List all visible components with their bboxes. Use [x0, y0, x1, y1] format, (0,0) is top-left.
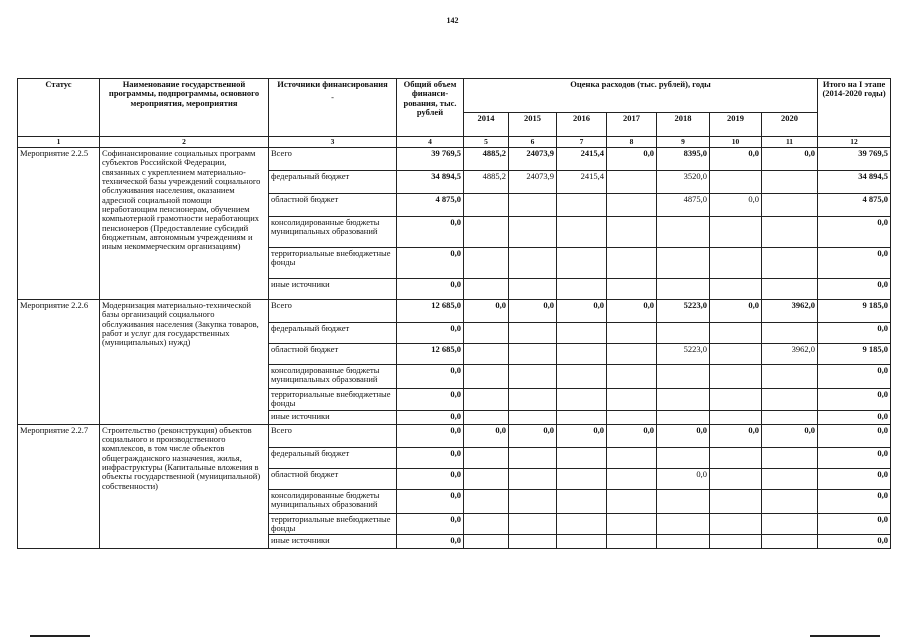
cell-total: 0,0	[397, 279, 464, 300]
cell-total: 0,0	[397, 323, 464, 344]
cell-y2016	[557, 447, 607, 468]
cell-total: 0,0	[397, 447, 464, 468]
cell-y2019	[710, 248, 762, 279]
cell-y2015: 0,0	[509, 424, 557, 447]
cell-y2016: 2415,4	[557, 171, 607, 194]
cell-total: 12 685,0	[397, 344, 464, 365]
cell-y2015	[509, 468, 557, 489]
cell-y2014	[464, 447, 509, 468]
cell-itogo: 0,0	[818, 410, 891, 424]
financing-table	[17, 78, 891, 549]
cell-itogo: 0,0	[818, 279, 891, 300]
cell-y2014	[464, 389, 509, 411]
column-number: 9	[657, 137, 710, 148]
header-name: Наименование государственной программы, подпрограммы, основного мероприятия, мероприятия	[100, 79, 269, 137]
cell-itogo: 4 875,0	[818, 194, 891, 217]
column-number: 7	[557, 137, 607, 148]
column-number: 3	[269, 137, 397, 148]
cell-y2017	[607, 279, 657, 300]
cell-y2014: 0,0	[464, 300, 509, 323]
row-source: территориальные внебюджетные фонды	[269, 248, 397, 279]
column-number: 5	[464, 137, 509, 148]
row-status: Мероприятие 2.2.7	[18, 424, 100, 549]
header-sources-label: Источники финансирования	[277, 79, 388, 89]
cell-y2020	[762, 217, 818, 248]
cell-y2019	[710, 468, 762, 489]
cell-y2019: 0,0	[710, 424, 762, 447]
cell-y2015	[509, 389, 557, 411]
row-status: Мероприятие 2.2.5	[18, 148, 100, 300]
column-number-row	[18, 137, 891, 148]
cell-y2019	[710, 447, 762, 468]
cell-total: 0,0	[397, 410, 464, 424]
cell-y2015	[509, 447, 557, 468]
cell-y2020	[762, 513, 818, 535]
column-number: 1	[18, 137, 100, 148]
header-year: 2016	[557, 113, 607, 137]
cell-y2018	[657, 248, 710, 279]
column-number: 6	[509, 137, 557, 148]
cell-y2014: 4885,2	[464, 171, 509, 194]
cell-y2018	[657, 217, 710, 248]
cell-y2018	[657, 279, 710, 300]
cell-y2020	[762, 410, 818, 424]
cell-y2019: 0,0	[710, 194, 762, 217]
cell-itogo: 0,0	[818, 535, 891, 549]
cell-y2015	[509, 323, 557, 344]
row-name: Софинансирование социальных программ субъектов Российской Федерации, связанных с укреплением материально-технической базы учреждений социального обслуживания населения, оказанием адресной социальной помощи неработающим пенсионерам, обучением компьютерной грамотности неработающих пенсионеров (Предоставление субсидий бюджетным, автономным учреждениям и иным некоммерческим организациям)	[100, 148, 269, 300]
column-number: 4	[397, 137, 464, 148]
cell-total: 4 875,0	[397, 194, 464, 217]
cell-total: 12 685,0	[397, 300, 464, 323]
cell-y2015	[509, 279, 557, 300]
cell-y2015	[509, 489, 557, 513]
cell-y2018	[657, 447, 710, 468]
cell-y2019: 0,0	[710, 300, 762, 323]
cell-y2015	[509, 248, 557, 279]
cell-total: 0,0	[397, 365, 464, 389]
cell-total: 0,0	[397, 535, 464, 549]
cell-y2015	[509, 410, 557, 424]
cell-y2019	[710, 489, 762, 513]
cell-y2018	[657, 489, 710, 513]
cell-y2018	[657, 535, 710, 549]
row-source: иные источники	[269, 410, 397, 424]
cell-y2015: 24073,9	[509, 171, 557, 194]
row-source: федеральный бюджет	[269, 171, 397, 194]
row-name: Строительство (реконструкция) объектов социального и производственного комплексов, в том числе объектов общегражданского назначения, жилья, инфраструктуры (Капитальные вложения в объекты государственной (муниципальной) собственности)	[100, 424, 269, 549]
header-year: 2018	[657, 113, 710, 137]
cell-y2019	[710, 389, 762, 411]
cell-y2014	[464, 194, 509, 217]
cell-y2020	[762, 248, 818, 279]
cell-itogo: 0,0	[818, 424, 891, 447]
cell-y2014	[464, 344, 509, 365]
cell-y2014	[464, 535, 509, 549]
cell-y2015: 24073,9	[509, 148, 557, 171]
cell-total: 0,0	[397, 489, 464, 513]
cell-itogo: 0,0	[818, 389, 891, 411]
cell-y2019	[710, 344, 762, 365]
cell-itogo: 0,0	[818, 323, 891, 344]
cell-y2018	[657, 365, 710, 389]
cell-y2020	[762, 535, 818, 549]
cell-y2020: 3962,0	[762, 300, 818, 323]
cell-itogo: 0,0	[818, 489, 891, 513]
cell-y2016	[557, 513, 607, 535]
cell-y2015	[509, 513, 557, 535]
cell-y2016: 0,0	[557, 424, 607, 447]
cell-y2017	[607, 217, 657, 248]
cell-y2016	[557, 248, 607, 279]
cell-itogo: 0,0	[818, 447, 891, 468]
cell-y2014: 0,0	[464, 424, 509, 447]
cell-y2018: 0,0	[657, 424, 710, 447]
row-source: территориальные внебюджетные фонды	[269, 513, 397, 535]
header-row	[18, 79, 891, 113]
cell-y2017	[607, 365, 657, 389]
cell-y2015: 0,0	[509, 300, 557, 323]
column-number: 11	[762, 137, 818, 148]
cell-y2019	[710, 323, 762, 344]
cell-y2020	[762, 171, 818, 194]
cell-y2018	[657, 513, 710, 535]
cell-y2020: 3962,0	[762, 344, 818, 365]
cell-y2016: 2415,4	[557, 148, 607, 171]
table-body	[18, 148, 891, 549]
row-source: областной бюджет	[269, 194, 397, 217]
cell-y2019	[710, 535, 762, 549]
cell-y2019	[710, 171, 762, 194]
cell-itogo: 0,0	[818, 217, 891, 248]
cell-y2020: 0,0	[762, 148, 818, 171]
cell-y2014	[464, 489, 509, 513]
row-source: консолидированные бюджеты муниципальных образований	[269, 217, 397, 248]
cell-y2017	[607, 323, 657, 344]
cell-total: 0,0	[397, 389, 464, 411]
cell-y2014: 4885,2	[464, 148, 509, 171]
cell-y2016	[557, 194, 607, 217]
row-source: территориальные внебюджетные фонды	[269, 389, 397, 411]
cell-y2017	[607, 535, 657, 549]
cell-y2020	[762, 279, 818, 300]
cell-y2014	[464, 217, 509, 248]
cell-y2017	[607, 489, 657, 513]
header-estimate: Оценка расходов (тыс. рублей), годы	[464, 79, 818, 113]
cell-y2016	[557, 344, 607, 365]
header-year: 2017	[607, 113, 657, 137]
cell-y2019	[710, 217, 762, 248]
cell-y2020	[762, 323, 818, 344]
page-number: 142	[446, 16, 459, 25]
row-source: консолидированные бюджеты муниципальных образований	[269, 365, 397, 389]
row-source: федеральный бюджет	[269, 323, 397, 344]
cell-y2018: 3520,0	[657, 171, 710, 194]
cell-y2016	[557, 279, 607, 300]
cell-y2016	[557, 535, 607, 549]
cell-y2020	[762, 489, 818, 513]
header-sources-dash: -	[331, 92, 334, 103]
cell-y2019	[710, 410, 762, 424]
cell-y2018: 4875,0	[657, 194, 710, 217]
cell-itogo: 0,0	[818, 365, 891, 389]
cell-y2017	[607, 389, 657, 411]
cell-y2014	[464, 365, 509, 389]
column-number: 8	[607, 137, 657, 148]
scan-edge-left	[30, 635, 90, 637]
cell-y2016	[557, 217, 607, 248]
cell-y2017: 0,0	[607, 424, 657, 447]
cell-y2019: 0,0	[710, 148, 762, 171]
cell-y2014	[464, 279, 509, 300]
cell-itogo: 39 769,5	[818, 148, 891, 171]
cell-y2020	[762, 389, 818, 411]
cell-itogo: 34 894,5	[818, 171, 891, 194]
cell-y2018: 5223,0	[657, 344, 710, 365]
cell-total: 0,0	[397, 217, 464, 248]
cell-y2016: 0,0	[557, 300, 607, 323]
cell-y2019	[710, 279, 762, 300]
row-source: иные источники	[269, 279, 397, 300]
cell-y2016	[557, 489, 607, 513]
header-year: 2020	[762, 113, 818, 137]
cell-y2017	[607, 344, 657, 365]
cell-total: 39 769,5	[397, 148, 464, 171]
cell-y2019	[710, 513, 762, 535]
cell-y2017	[607, 468, 657, 489]
cell-y2016	[557, 365, 607, 389]
table-row	[18, 424, 891, 447]
cell-y2020	[762, 468, 818, 489]
cell-y2017	[607, 171, 657, 194]
cell-y2017: 0,0	[607, 148, 657, 171]
cell-itogo: 9 185,0	[818, 344, 891, 365]
row-source: иные источники	[269, 535, 397, 549]
header-year: 2019	[710, 113, 762, 137]
cell-y2018	[657, 323, 710, 344]
cell-y2015	[509, 365, 557, 389]
table-row	[18, 148, 891, 171]
cell-total: 0,0	[397, 248, 464, 279]
row-source: Всего	[269, 424, 397, 447]
cell-total: 0,0	[397, 513, 464, 535]
row-status: Мероприятие 2.2.6	[18, 300, 100, 425]
column-number: 10	[710, 137, 762, 148]
cell-y2020	[762, 194, 818, 217]
cell-total: 0,0	[397, 424, 464, 447]
cell-y2019	[710, 365, 762, 389]
cell-y2017	[607, 194, 657, 217]
row-source: Всего	[269, 148, 397, 171]
cell-y2014	[464, 248, 509, 279]
cell-y2017: 0,0	[607, 300, 657, 323]
cell-y2016	[557, 389, 607, 411]
cell-itogo: 0,0	[818, 513, 891, 535]
cell-y2017	[607, 410, 657, 424]
scan-edge-right	[810, 635, 880, 637]
cell-y2015	[509, 344, 557, 365]
cell-y2014	[464, 323, 509, 344]
cell-y2018: 8395,0	[657, 148, 710, 171]
cell-itogo: 0,0	[818, 248, 891, 279]
header-year: 2015	[509, 113, 557, 137]
column-number: 12	[818, 137, 891, 148]
cell-y2018: 5223,0	[657, 300, 710, 323]
cell-y2014	[464, 410, 509, 424]
cell-total: 0,0	[397, 468, 464, 489]
cell-y2018	[657, 410, 710, 424]
cell-y2016	[557, 410, 607, 424]
cell-y2020: 0,0	[762, 424, 818, 447]
row-source: областной бюджет	[269, 468, 397, 489]
cell-y2017	[607, 513, 657, 535]
header-status: Статус	[18, 79, 100, 137]
row-source: Всего	[269, 300, 397, 323]
row-source: консолидированные бюджеты муниципальных образований	[269, 489, 397, 513]
cell-y2014	[464, 513, 509, 535]
cell-y2018: 0,0	[657, 468, 710, 489]
cell-y2014	[464, 468, 509, 489]
header-itogo: Итого на I этапе (2014-2020 годы)	[818, 79, 891, 137]
cell-y2015	[509, 217, 557, 248]
header-total: Общий объем финанси-рования, тыс. рублей	[397, 79, 464, 137]
cell-y2015	[509, 535, 557, 549]
cell-y2015	[509, 194, 557, 217]
row-source: областной бюджет	[269, 344, 397, 365]
cell-total: 34 894,5	[397, 171, 464, 194]
cell-y2018	[657, 389, 710, 411]
cell-itogo: 9 185,0	[818, 300, 891, 323]
cell-y2017	[607, 248, 657, 279]
cell-y2020	[762, 447, 818, 468]
cell-y2016	[557, 323, 607, 344]
header-year: 2014	[464, 113, 509, 137]
table-row	[18, 300, 891, 323]
row-name: Модернизация материально-технической базы организаций социального обслуживания населения (Закупка товаров, работ и услуг для государственных (муниципальных) нужд)	[100, 300, 269, 425]
cell-y2016	[557, 468, 607, 489]
header-sources	[269, 79, 397, 137]
cell-y2020	[762, 365, 818, 389]
row-source: федеральный бюджет	[269, 447, 397, 468]
cell-y2017	[607, 447, 657, 468]
column-number: 2	[100, 137, 269, 148]
cell-itogo: 0,0	[818, 468, 891, 489]
